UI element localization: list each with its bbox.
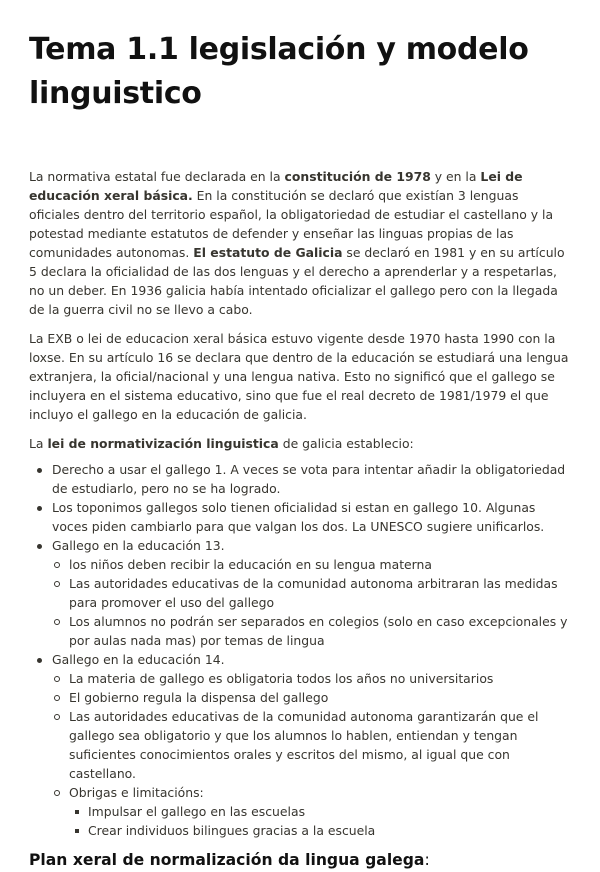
list-item-text: Gallego en la educación 14. [52, 652, 225, 667]
bold-constitution: constitución de 1978 [284, 169, 431, 184]
list-item-text: Derecho a usar el gallego 1. A veces se vota para intentar añadir la obligatoriedad de estudiarlo, pero no se ha logrado. [52, 462, 566, 496]
bold-lei-normativizacion: lei de normativización linguistica [47, 436, 279, 451]
document-page [29, 28, 569, 872]
sub-sub-list [72, 802, 569, 840]
sub-list-item: Los alumnos no podrán ser separados en colegios (solo en caso excepcionales y por aulas nada mas) por temas de lingua [52, 612, 569, 650]
paragraph-text: En la constitución se declaró que existían 3 lenguas oficiales dentro del territorio español, la obligatoriedad de estudiar el castellano y la potestad mediante estatutos de defender y enseñar las linguas propias de las comunidades autonomas. [29, 188, 554, 260]
paragraph-legislation [29, 167, 569, 319]
list-item [29, 536, 569, 650]
sub-list [52, 669, 569, 840]
sub-list-item [52, 783, 569, 840]
bold-lei-educacion: Lei de educación xeral básica. [29, 169, 523, 203]
sub-sub-list-item: Crear individuos bilingues gracias a la escuela [72, 821, 569, 840]
sub-list-item: El gobierno regula la dispensa del gallego [52, 688, 569, 707]
section-heading-text: Plan xeral de normalización da lingua galega [29, 851, 425, 869]
bullet-list [29, 460, 569, 840]
list-item [29, 460, 569, 498]
paragraph-text: La normativa estatal fue declarada en la [29, 169, 285, 184]
page-title: Tema 1.1 legislación y modelo linguistico [29, 32, 529, 111]
section-heading-colon: : [424, 851, 430, 869]
sub-list-item-text: Obrigas e limitacións: [69, 785, 204, 800]
sub-list-item: La materia de gallego es obligatoria todos los años no universitarios [52, 669, 569, 688]
list-item-text: Los toponimos gallegos solo tienen oficialidad si estan en gallego 10. Algunas voces piden cambiarlo para que valgan los dos. La UNESCO sugiere unificarlos. [52, 500, 545, 534]
sub-list-item: Las autoridades educativas de la comunidad autonoma garantizarán que el gallego sea obligatorio y que los alumnos lo hablen, entiendan y tengan suficientes conocimientos orales y escritos del mismo, al igual que con castellano. [52, 707, 569, 783]
list-item [29, 498, 569, 536]
sub-list [52, 555, 569, 650]
paragraph-lei-normativizacion [29, 434, 569, 453]
sub-list-item: Las autoridades educativas de la comunidad autonoma arbitraran las medidas para promover el uso del gallego [52, 574, 569, 612]
sub-sub-list-item: Impulsar el gallego en las escuelas [72, 802, 569, 821]
list-item [29, 650, 569, 840]
paragraph-text: de galicia establecio: [278, 436, 414, 451]
paragraph-exb: La EXB o lei de educacion xeral básica estuvo vigente desde 1970 hasta 1990 con la loxse. En su artículo 16 se declara que dentro de la educación se estudiará una lengua extranjera, la oficial/nacional y una lengua nativa. Esto no significó que el gallego se incluyera en el sistema educativo, sino que fue el real decreto de 1981/1979 el que incluyo el gallego en la educación de galicia. [29, 331, 569, 422]
bold-estatuto: El estatuto de Galicia [193, 245, 343, 260]
paragraph-text: se declaró en 1981 y en su artículo 5 declara la oficialidad de las dos lenguas y el derecho a aprenderlar y a respetarlas, no un deber. En 1936 galicia había intentado oficializar el gallego pero con la llegada de la guerra civil no se llevo a cabo. [29, 245, 565, 317]
paragraph-text: y en la [430, 169, 481, 184]
sub-list-item: los niños deben recibir la educación en su lengua materna [52, 555, 569, 574]
list-item-text: Gallego en la educación 13. [52, 538, 225, 553]
paragraph-text: La [29, 436, 48, 451]
section-heading [29, 848, 569, 872]
